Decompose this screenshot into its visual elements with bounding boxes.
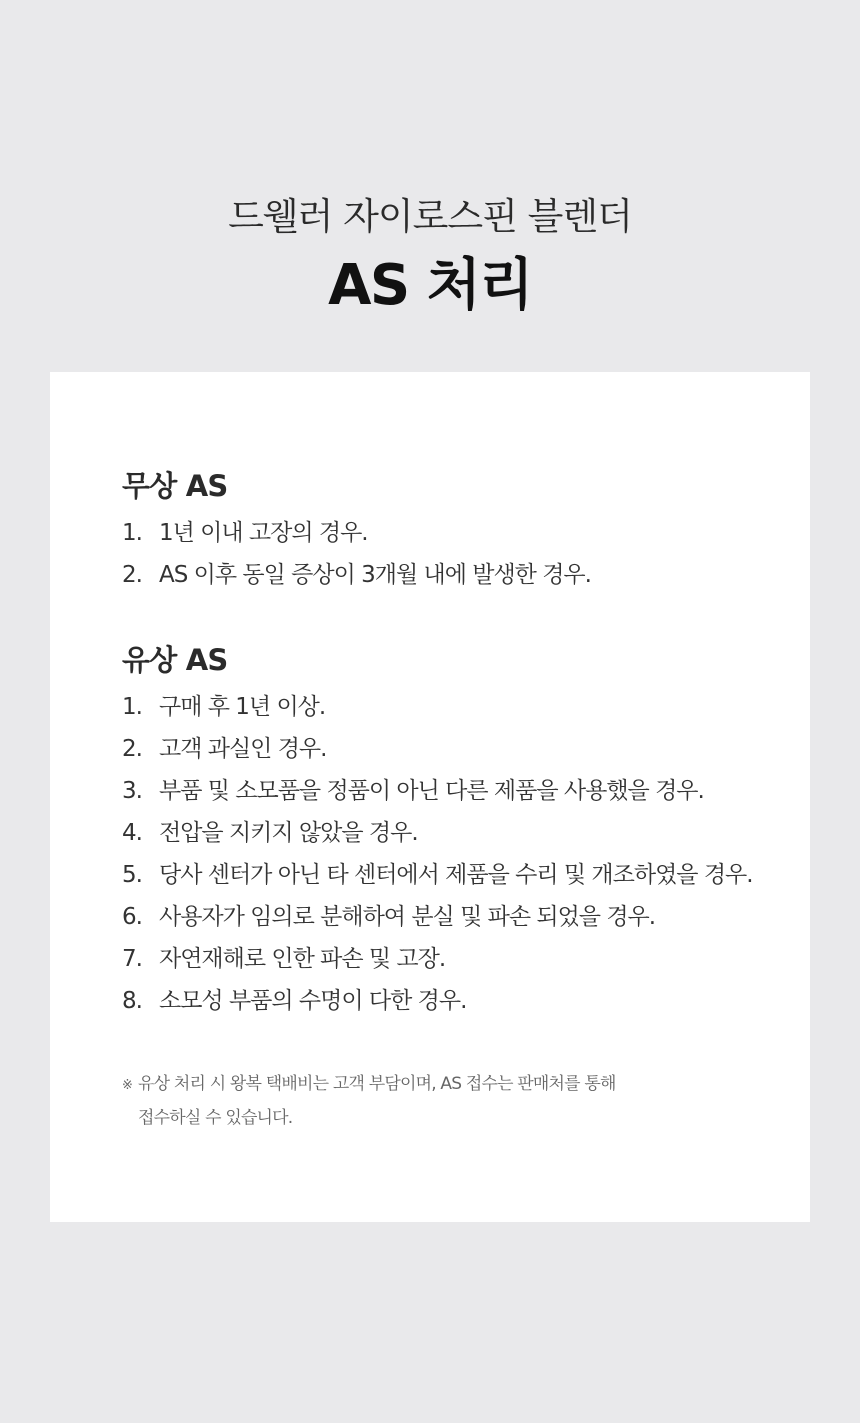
list-item-text: 고객 과실인 경우. [159,736,327,762]
list-item-number: 5. [122,862,142,888]
list-item-number: 3. [122,778,142,804]
paid-as-heading: 유상 AS [122,643,228,677]
list-item-number: 7. [122,946,142,972]
list-item [122,518,802,548]
list-item [122,692,802,722]
list-item [122,860,802,890]
list-item-number: 4. [122,820,142,846]
list-item [122,944,802,974]
list-item-number: 1. [122,694,142,720]
list-item-text: 전압을 지키지 않았을 경우. [159,820,418,846]
list-item [122,818,802,848]
list-item-number: 2. [122,736,142,762]
free-as-heading: 무상 AS [122,469,228,503]
note-line-1: 유상 처리 시 왕복 택배비는 고객 부담이며, AS 접수는 판매처를 통해 [138,1074,616,1094]
list-item-number: 8. [122,988,142,1014]
list-item [122,560,802,590]
page-title: AS 처리 [328,253,532,318]
reference-mark: ※ [122,1078,133,1093]
note-line-2: 접수하실 수 있습니다. [138,1108,293,1128]
as-info-card [50,372,810,1222]
list-item-number: 6. [122,904,142,930]
list-item [122,776,802,806]
list-item-text: 사용자가 임의로 분해하여 분실 및 파손 되었을 경우. [159,904,656,930]
shipping-fee-note [122,1068,722,1134]
list-item-number: 2. [122,562,142,588]
list-item-number: 1. [122,520,142,546]
list-item-text: 자연재해로 인한 파손 및 고장. [159,946,446,972]
list-item-text: 부품 및 소모품을 정품이 아닌 다른 제품을 사용했을 경우. [159,778,704,804]
list-item [122,734,802,764]
list-item-text: 1년 이내 고장의 경우. [159,520,368,546]
list-item-text: 소모성 부품의 수명이 다한 경우. [159,988,467,1014]
list-item [122,986,802,1016]
list-item-text: 구매 후 1년 이상. [159,694,326,720]
list-item-text: 당사 센터가 아닌 타 센터에서 제품을 수리 및 개조하였을 경우. [159,862,753,888]
list-item [122,902,802,932]
page-subtitle: 드웰러 자이로스핀 블렌더 [228,195,632,238]
list-item-text: AS 이후 동일 증상이 3개월 내에 발생한 경우. [159,562,591,588]
